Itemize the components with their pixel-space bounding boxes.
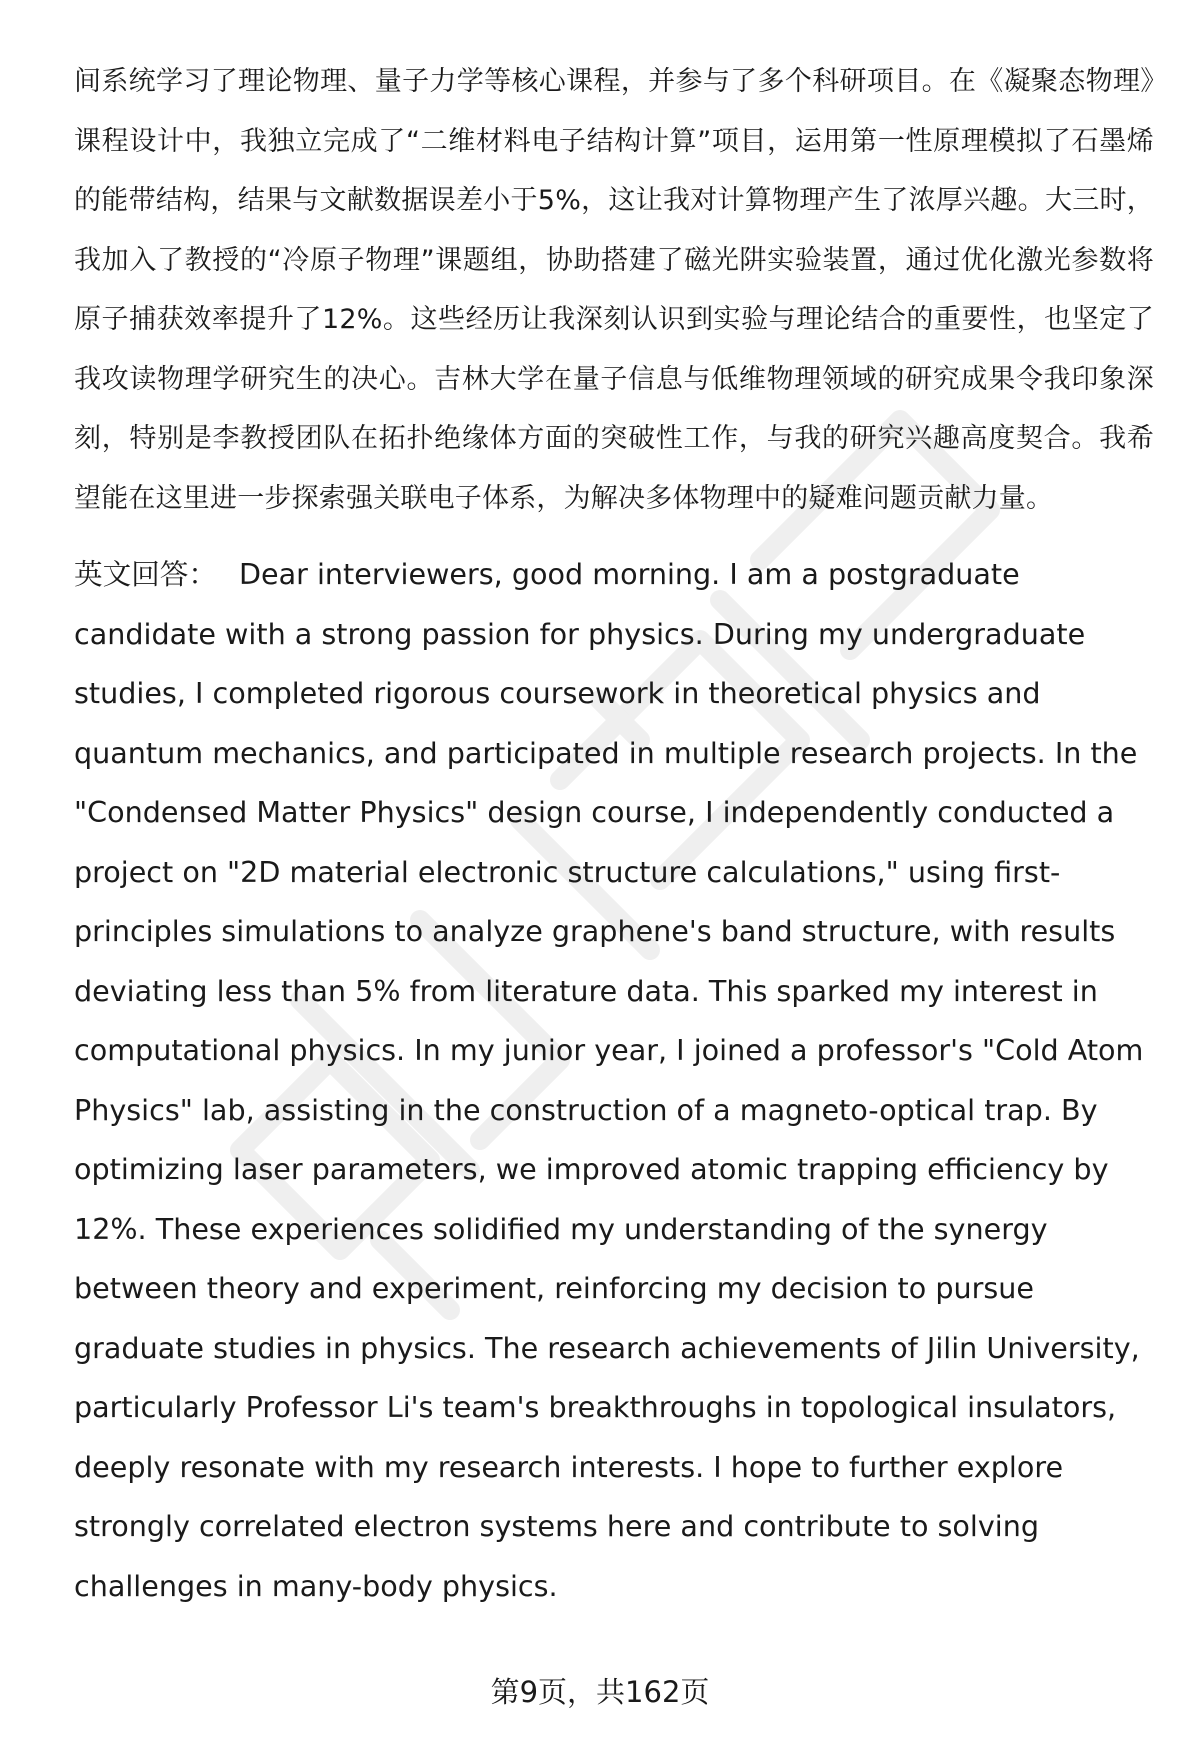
- chinese-answer-paragraph: 间系统学习了理论物理、量子力学等核心课程，并参与了多个科研项目。在《凝聚态物理》课程设计中，我独立完成了“二维材料电子结构计算”项目，运用第一性原理模拟了石墨烯的能带结构，结果与文献数据误差小于5%，这让我对计算物理产生了浓厚兴趣。大三时，我加入了教授的“冷原子物理”课题组，协助搭建了磁光阱实验装置，通过优化激光参数将原子捕获效率提升了12%。这些经历让我深刻认识到实验与理论结合的重要性，也坚定了我攻读物理学研究生的决心。吉林大学在量子信息与低维物理领域的研究成果令我印象深刻，特别是李教授团队在拓扑绝缘体方面的突破性工作，与我的研究兴趣高度契合。我希望能在这里进一步探索强关联电子体系，为解决多体物理中的疑难问题贡献力量。: [74, 66, 1154, 514]
- english-answer-label: 英文回答：: [74, 557, 217, 591]
- page-number-footer: 第9页，共162页: [490, 1675, 710, 1709]
- english-answer-text: Dear interviewers, good morning. I am a postgraduate candidate with a strong passion for physics. During my undergraduate studies, I completed rigorous coursework in theoretical physics and quantum mechanics, and participated in multiple research projects. In the "Condensed Matter Physics" design course, I independently conducted a project on "2D material electronic structure calculations," using first-principles simulations to analyze graphene's band structure, with results deviating less than 5% from literature data. This sparked my interest in computational physics. In my junior year, I joined a professor's "Cold Atom Physics" lab, assisting in the construction of a magneto-optical trap. By optimizing laser parameters, we improved atomic trapping efficiency by 12%. These experiences solidified my understanding of the synergy between theory and experiment, reinforcing my decision to pursue graduate studies in physics. The research achievements of Jilin University, particularly Professor Li's team's breakthroughs in topological insulators, deeply resonate with my research interests. I hope to further explore strongly correlated electron systems here and contribute to solving challenges in many-body physics.: [74, 557, 1144, 1603]
- page-content: [74, 52, 1154, 1616]
- english-answer-paragraph: [74, 545, 1154, 1616]
